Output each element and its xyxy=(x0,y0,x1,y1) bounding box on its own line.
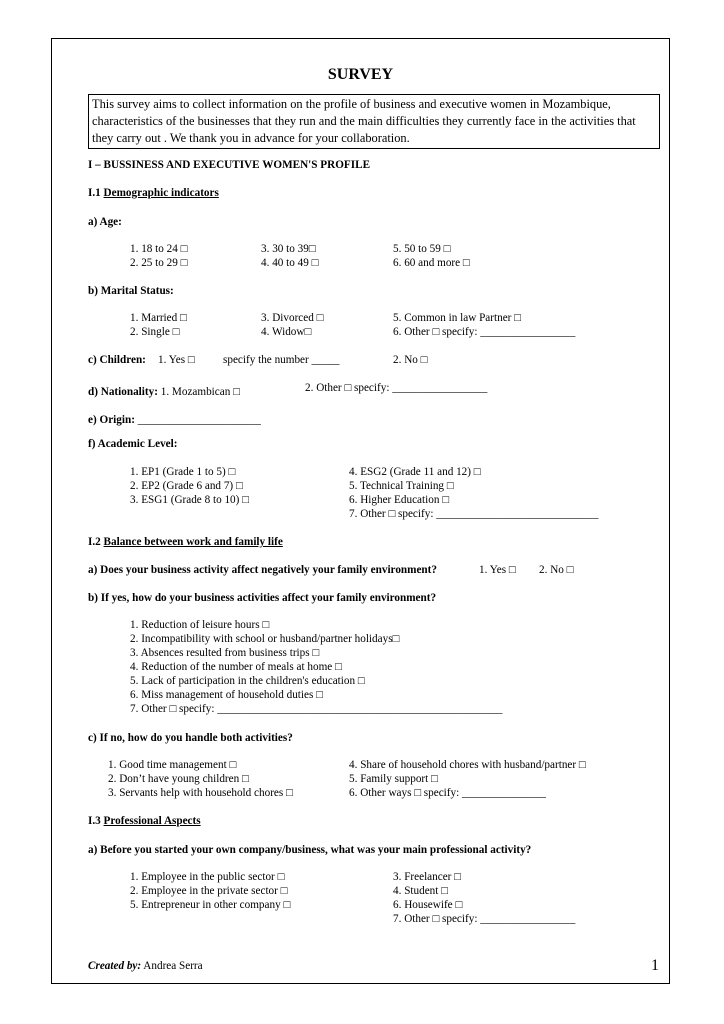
effect-option[interactable]: 2. Incompatibility with school or husband/partner holidays□ xyxy=(130,633,400,645)
activity-option[interactable]: 5. Entrepreneur in other company □ xyxy=(130,899,291,911)
academic-level-label: f) Academic Level: xyxy=(88,438,178,450)
nationality-row: d) Nationality: 1. Mozambican □ xyxy=(88,386,240,398)
age-option[interactable]: 3. 30 to 39□ xyxy=(261,243,316,255)
age-option[interactable]: 4. 40 to 49 □ xyxy=(261,257,319,269)
children-no-option[interactable]: 2. No □ xyxy=(393,354,428,366)
family-effect-no-option[interactable]: 2. No □ xyxy=(539,564,574,576)
effect-option[interactable]: 5. Lack of participation in the children's education □ xyxy=(130,675,365,687)
effect-option[interactable]: 7. Other □ specify: ___________________________________________________ xyxy=(130,703,503,715)
page-number: 1 xyxy=(651,957,659,974)
children-label: c) Children: xyxy=(88,354,146,366)
effect-option[interactable]: 3. Absences resulted from business trips □ xyxy=(130,647,320,659)
handle-option[interactable]: 1. Good time management □ xyxy=(108,759,237,771)
origin-row: e) Origin: ______________________ xyxy=(88,414,261,426)
marital-status-label: b) Marital Status: xyxy=(88,285,174,297)
handle-option[interactable]: 5. Family support □ xyxy=(349,773,438,785)
marital-option[interactable]: 2. Single □ xyxy=(130,326,180,338)
age-option[interactable]: 5. 50 to 59 □ xyxy=(393,243,451,255)
handle-option[interactable]: 2. Don’t have young children □ xyxy=(108,773,249,785)
age-option[interactable]: 2. 25 to 29 □ xyxy=(130,257,188,269)
subsection-heading-demographic: I.1 Demographic indicators xyxy=(88,187,219,199)
handle-option[interactable]: 6. Other ways □ specify: _______________ xyxy=(349,787,546,799)
origin-field[interactable]: ______________________ xyxy=(134,414,261,426)
handle-option[interactable]: 3. Servants help with household chores □ xyxy=(108,787,293,799)
effect-option[interactable]: 1. Reduction of leisure hours □ xyxy=(130,619,270,631)
children-yes-option[interactable]: 1. Yes □ xyxy=(158,354,195,366)
question-how-affect: b) If yes, how do your business activities affect your family environment? xyxy=(88,592,437,604)
activity-option[interactable]: 3. Freelancer □ xyxy=(393,871,461,883)
marital-option[interactable]: 5. Common in law Partner □ xyxy=(393,312,521,324)
question-family-effect: a) Does your business activity affect negatively your family environment? xyxy=(88,564,437,576)
question-handle-activities: c) If no, how do you handle both activities? xyxy=(88,732,293,744)
academic-option[interactable]: 3. ESG1 (Grade 8 to 10) □ xyxy=(130,494,249,506)
marital-option[interactable]: 1. Married □ xyxy=(130,312,187,324)
document-page xyxy=(51,38,670,984)
handle-option[interactable]: 4. Share of household chores with husband/partner □ xyxy=(349,759,586,771)
effect-option[interactable]: 4. Reduction of the number of meals at home □ xyxy=(130,661,342,673)
marital-option[interactable]: 4. Widow□ xyxy=(261,326,312,338)
academic-option[interactable]: 2. EP2 (Grade 6 and 7) □ xyxy=(130,480,243,492)
academic-option[interactable]: 4. ESG2 (Grade 11 and 12) □ xyxy=(349,466,481,478)
academic-option[interactable]: 7. Other □ specify: _____________________________ xyxy=(349,508,599,520)
age-option[interactable]: 1. 18 to 24 □ xyxy=(130,243,188,255)
marital-option[interactable]: 6. Other □ specify: _________________ xyxy=(393,326,576,338)
section-heading: I – BUSSINESS AND EXECUTIVE WOMEN'S PROFILE xyxy=(88,159,371,171)
activity-option[interactable]: 2. Employee in the private sector □ xyxy=(130,885,288,897)
question-previous-activity: a) Before you started your own company/business, what was your main professional activity? xyxy=(88,844,532,856)
activity-option[interactable]: 1. Employee in the public sector □ xyxy=(130,871,285,883)
activity-option[interactable]: 4. Student □ xyxy=(393,885,448,897)
family-effect-yes-option[interactable]: 1. Yes □ xyxy=(479,564,516,576)
academic-option[interactable]: 5. Technical Training □ xyxy=(349,480,454,492)
nationality-other-option[interactable]: 2. Other □ specify: _________________ xyxy=(305,382,488,394)
nationality-option[interactable]: 1. Mozambican □ xyxy=(157,386,240,398)
footer-credit: Created by: Andrea Serra xyxy=(88,960,203,972)
marital-option[interactable]: 3. Divorced □ xyxy=(261,312,324,324)
activity-option[interactable]: 7. Other □ specify: _________________ xyxy=(393,913,576,925)
effect-option[interactable]: 6. Miss management of household duties □ xyxy=(130,689,323,701)
activity-option[interactable]: 6. Housewife □ xyxy=(393,899,463,911)
subsection-heading-balance: I.2 Balance between work and family life xyxy=(88,536,283,548)
age-option[interactable]: 6. 60 and more □ xyxy=(393,257,470,269)
page-title: SURVEY xyxy=(327,66,394,83)
subsection-heading-professional: I.3 Professional Aspects xyxy=(88,815,201,827)
age-label: a) Age: xyxy=(88,216,122,228)
academic-option[interactable]: 6. Higher Education □ xyxy=(349,494,449,506)
intro-box: This survey aims to collect information on the profile of business and executive women in Mozambique, characteristics of the businesses that they run and the main difficulties they currently face in the activities that they carry out . We thank you in advance for your collaboration. xyxy=(88,94,660,149)
children-number-field[interactable]: specify the number _____ xyxy=(223,354,340,366)
academic-option[interactable]: 1. EP1 (Grade 1 to 5) □ xyxy=(130,466,236,478)
